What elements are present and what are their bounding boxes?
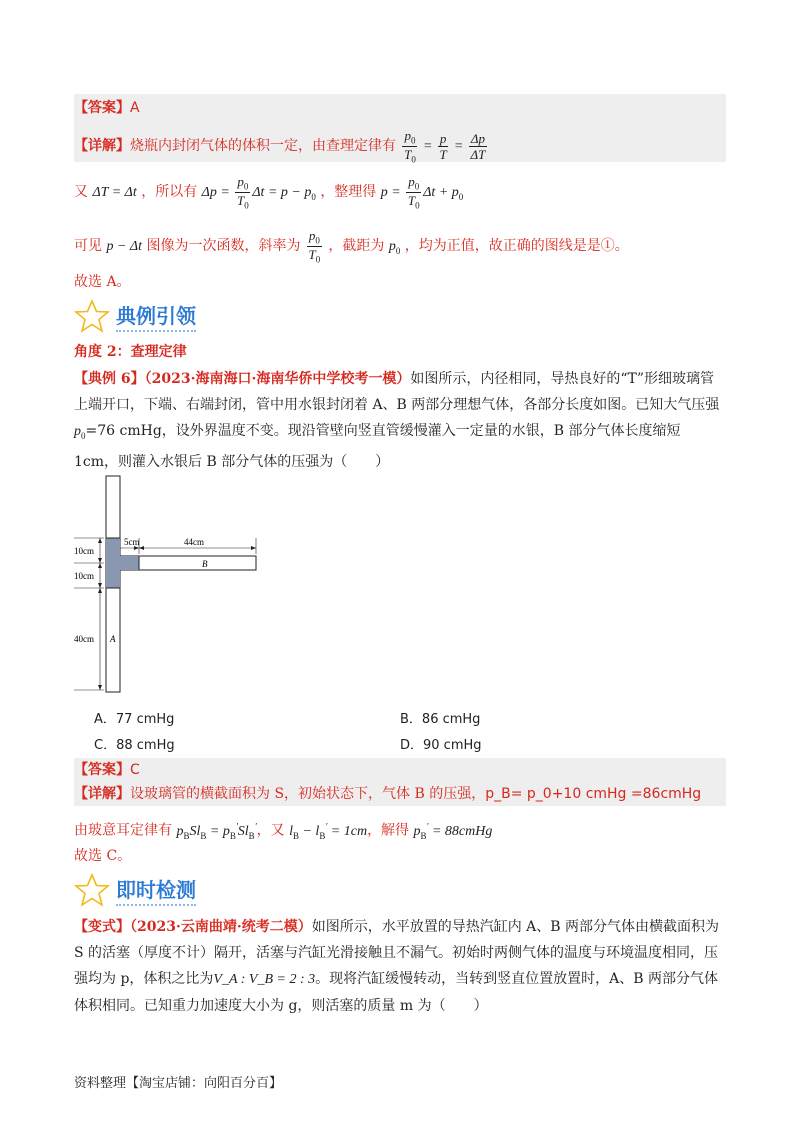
answer-line xyxy=(74,96,140,120)
option-c[interactable]: C．88 cmHg xyxy=(94,738,175,753)
variant-paragraph xyxy=(74,914,726,1019)
delta-eq: ΔT = Δt xyxy=(92,185,137,200)
label-10cm-a: 10cm xyxy=(74,546,94,556)
angle-title: 角度 2：查理定律 xyxy=(74,344,187,360)
detail2-text: 设玻璃管的横截面积为 S，初始状态下，气体 B 的压强， xyxy=(130,786,486,802)
heading-jishi xyxy=(74,870,196,910)
detail2-formula: p_B= p_0+10 cmHg =86cmHg xyxy=(485,786,702,802)
guxuan-2: 故选 C。 xyxy=(74,848,132,864)
conclusion-line xyxy=(74,226,629,271)
option-d[interactable]: D．90 cmHg xyxy=(400,738,482,753)
example-text-2: =76 cmHg，设外界温度不变。现沿管壁向竖直管缓慢灌入一定量的水银，B 部分气体长度缩短 1cm，则灌入水银后 B 部分气体的压强为（ ） xyxy=(74,423,681,470)
example-text-1: 如图所示，内径相同，导热良好的“T”形细玻璃管上端开口，下端、右端封闭，管中用水银封闭着 A、B 两部分理想气体，各部分长度如图。已知大气压强 xyxy=(74,371,720,413)
boyle-a: 由玻意耳定律有 xyxy=(74,822,172,839)
label-b: B xyxy=(202,559,208,569)
heading-dianli xyxy=(74,296,196,336)
option-b[interactable]: B．86 cmHg xyxy=(400,712,481,727)
result-eq: $p_B'$ = 88cmHg xyxy=(413,821,493,841)
detail2-label: 【详解】 xyxy=(74,786,130,802)
length-eq: $l_B - l_B' = 1cm$ xyxy=(289,821,368,841)
variant-text-2: 。现将汽缸缓慢转动，当转到竖直位置放置时，A、B 两部分气体体积相同。已知重力加速度大小为 g，则活塞的质量 m 为（ ） xyxy=(74,971,719,1014)
boyle-b: ，又 xyxy=(256,822,285,839)
variant-label: 【变式】 xyxy=(74,919,130,935)
detail-text: 烧瓶内封闭气体的体积一定，由查理定律有 xyxy=(130,138,396,154)
delta-p-formula: Δp = $\frac{p_0}{T_0}$ $\Delta t = p - p_0$ xyxy=(201,173,316,211)
slope-formula: $\frac{p_0}{T_0}$ xyxy=(308,227,321,265)
label-40cm: 40cm xyxy=(74,634,94,644)
zhengli-text: ，整理得 xyxy=(320,184,377,200)
variant-ratio: V_A : V_B = 2 : 3 xyxy=(213,972,316,987)
answer-label: 【答案】 xyxy=(74,100,130,116)
answer-line-2 xyxy=(74,758,140,782)
footer-text: 资料整理【淘宝店铺：向阳百分百】 xyxy=(74,1076,283,1091)
mercury-horizontal xyxy=(120,556,139,570)
detail-label: 【详解】 xyxy=(74,138,130,154)
derivation-line xyxy=(74,172,463,217)
intercept: $p_0$ xyxy=(388,239,401,256)
boyle-eq: $p_BSl_B = p_B'Sl_B'$ xyxy=(176,821,257,841)
tuxiang-text: 图像为一次函数，斜率为 xyxy=(146,238,301,254)
p-delta-t: p − Δt xyxy=(106,239,143,254)
boyle-line xyxy=(74,812,492,849)
variant-text: 如图所示，水平放置的导热汽缸内 A、B 两部分气体由横截面积为 S 的活塞（厚度不计）隔开，活塞与汽缸光滑接触且不漏气。初始时两侧气体的温度与环境温度相同，压强均为 p，体积之比为 xyxy=(74,919,720,987)
t-tube-figure xyxy=(74,474,274,696)
label-10cm-b: 10cm xyxy=(74,571,94,581)
label-a: A xyxy=(110,634,116,644)
guxuan-1: 故选 A。 xyxy=(74,274,131,290)
variant-source: （2023·云南曲靖·统考二模） xyxy=(130,919,312,935)
label-5cm: 5cm xyxy=(124,537,140,547)
charles-formula: $\frac{p_0}{T_0}$ = $\frac{p}{T}$ = $\frac{\Delta p}{\Delta T}$ xyxy=(404,127,486,165)
p-formula: p = $\frac{p_0}{T_0}$ $\Delta t + p_0$ xyxy=(380,173,464,211)
example-label: 【典例 6】 xyxy=(74,371,145,387)
example-source: （2023·海南海口·海南华侨中学校考一模） xyxy=(144,371,411,387)
example-paragraph xyxy=(74,366,726,475)
option-a[interactable]: A．77 cmHg xyxy=(94,712,175,727)
star-icon xyxy=(74,298,110,334)
detail-line-2 xyxy=(74,782,701,806)
suoyi-text: ，所以有 xyxy=(141,184,198,200)
label-44cm: 44cm xyxy=(184,537,204,547)
heading-text-2: 即时检测 xyxy=(116,874,196,906)
star-icon xyxy=(74,872,110,908)
end-text: ，均为正值，故正确的图线是是①。 xyxy=(404,238,629,254)
mercury-vertical xyxy=(106,538,120,588)
heading-text-1: 典例引领 xyxy=(116,300,196,332)
p0-symbol: p xyxy=(74,424,81,439)
you-text: 又 xyxy=(74,184,88,200)
p0-sub: 0 xyxy=(81,430,86,441)
answer-value: A xyxy=(130,100,140,116)
answer2-value: C xyxy=(130,762,140,778)
kejian-text: 可见 xyxy=(74,238,102,254)
detail-line xyxy=(74,126,489,167)
jieju-text: ，截距为 xyxy=(328,238,385,254)
boyle-c: ，解得 xyxy=(367,822,410,839)
answer2-label: 【答案】 xyxy=(74,762,130,778)
